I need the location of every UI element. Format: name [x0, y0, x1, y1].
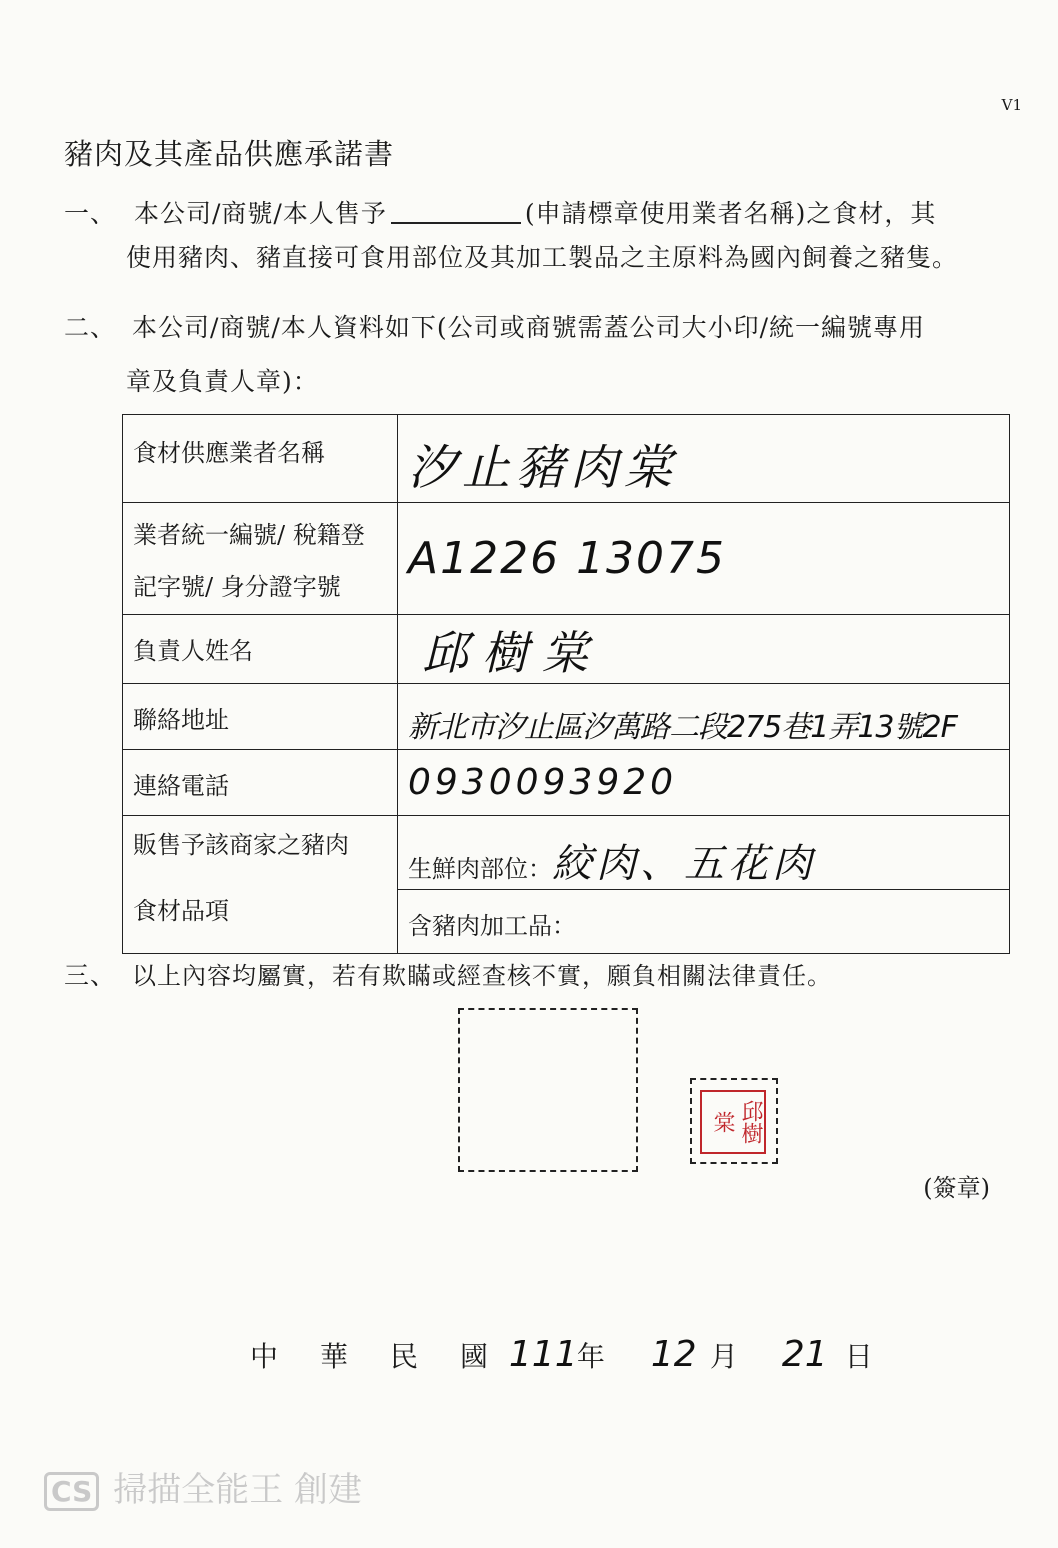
- company-seal-box: [458, 1008, 638, 1172]
- version-label: V1: [1001, 96, 1022, 114]
- table-row-fresh: [123, 816, 1010, 890]
- tax-id-value: A1226 13075: [408, 533, 727, 584]
- supplier-name-value: 汐止豬肉棠: [408, 440, 679, 496]
- item1-number: 一、: [64, 199, 117, 228]
- item2-number: 二、: [64, 313, 117, 342]
- item2-line2: 章及負責人章)：: [126, 367, 319, 396]
- address-label: 聯絡地址: [123, 684, 398, 750]
- table-row-phone: [123, 750, 1010, 816]
- tax-id-label-line1: 業者統一編號/ 稅籍登: [133, 521, 365, 549]
- item1-line2: 使用豬肉、豬直接可食用部位及其加工製品之主原料為國內飼養之豬隻。: [126, 243, 959, 272]
- signature-label: (簽章): [923, 1174, 990, 1202]
- tax-id-cell: [398, 503, 1010, 615]
- processed-label: 含豬肉加工品：: [408, 912, 576, 940]
- tax-id-label-line2: 記字號/ 身分證字號: [133, 573, 341, 601]
- owner-value: 邱樹棠: [422, 626, 602, 680]
- supplier-name-label: 食材供應業者名稱: [123, 415, 398, 503]
- date-day-label: 日: [844, 1340, 873, 1373]
- fresh-cell: [398, 816, 1010, 890]
- date-month: 12: [650, 1334, 697, 1375]
- scanner-watermark: [44, 1462, 362, 1511]
- supplier-info-table: [122, 414, 1010, 954]
- date-char-4: 國: [460, 1340, 489, 1373]
- item1-text-after: (申請標章使用業者名稱)之食材，其: [524, 199, 937, 228]
- watermark-text: 掃描全能王 創建: [113, 1470, 363, 1510]
- items-label-line2: 食材品項: [133, 897, 229, 925]
- item1-text-before: 本公司/商號/本人售予: [134, 199, 387, 228]
- item3-text: 以上內容均屬實，若有欺瞞或經查核不實，願負相關法律責任。: [132, 962, 832, 990]
- item2-line1: 本公司/商號/本人資料如下(公司或商號需蓋公司大小印/統一編號專用: [132, 313, 926, 342]
- date-char-2: 華: [320, 1340, 349, 1373]
- document-title: 豬肉及其產品供應承諾書: [64, 137, 395, 171]
- address-cell: [398, 684, 1010, 750]
- tax-id-label: [123, 503, 398, 615]
- table-row-address: [123, 684, 1010, 750]
- address-value: 新北市汐止區汐萬路二段275巷1弄13號2F: [408, 710, 957, 745]
- camscanner-logo-icon: CS: [44, 1472, 99, 1511]
- item3-number: 三、: [64, 961, 117, 990]
- supplier-name-cell: [398, 415, 1010, 503]
- processed-cell: [398, 890, 1010, 954]
- date-month-label: 月: [709, 1340, 738, 1373]
- item1-line1: [134, 194, 936, 230]
- items-label-line1: 販售予該商家之豬肉: [133, 831, 349, 859]
- phone-label: 連絡電話: [123, 750, 398, 816]
- phone-cell: [398, 750, 1010, 816]
- date-year: 111: [508, 1334, 578, 1375]
- date-char-1: 中: [250, 1340, 279, 1373]
- date-year-label: 年: [576, 1340, 605, 1373]
- fresh-value: 絞肉、五花肉: [552, 841, 816, 887]
- owner-cell: [398, 615, 1010, 684]
- table-row-id: [123, 503, 1010, 615]
- owner-seal-stamp: 邱樹棠: [700, 1090, 766, 1154]
- date-char-3: 民: [390, 1340, 419, 1373]
- table-row-owner: [123, 615, 1010, 684]
- company-name-blank: [391, 200, 521, 224]
- date-day: 21: [781, 1334, 828, 1375]
- items-label: [123, 816, 398, 954]
- fresh-label: 生鮮肉部位：: [408, 855, 552, 883]
- owner-label: 負責人姓名: [123, 615, 398, 684]
- phone-value: 0930093920: [408, 762, 678, 803]
- table-row-name: [123, 415, 1010, 503]
- date-line: [250, 1334, 873, 1375]
